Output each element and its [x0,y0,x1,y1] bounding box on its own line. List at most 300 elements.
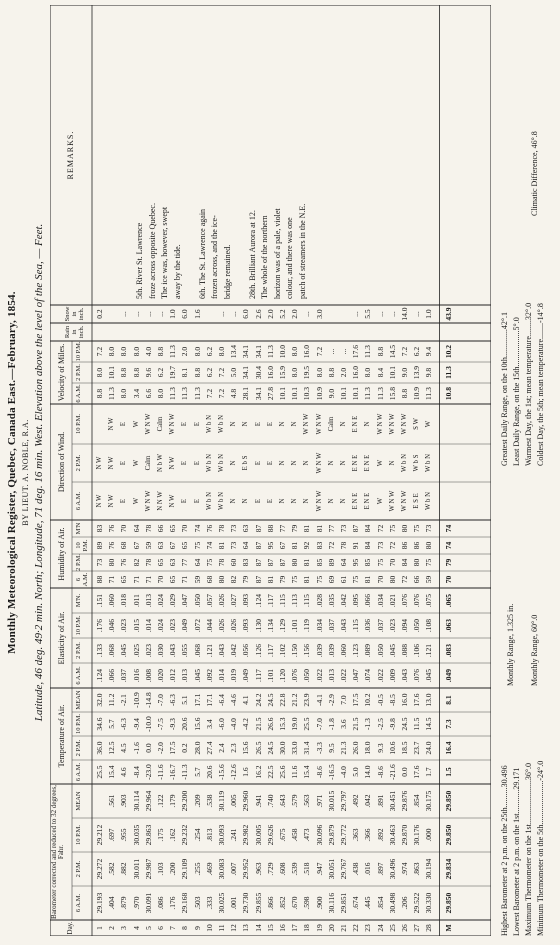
cell-tmean: 5.1 [180,695,190,705]
cell-b6am: 29.522 [412,892,422,914]
cell-d10pm: Calm [327,416,335,432]
cell-t6am: -16.7 [168,764,178,780]
cell-day: 26 [400,924,409,932]
cell-e2pm: .055 [180,643,190,658]
cell-b10pm: 30.005 [253,824,263,846]
cell-humn: 87 [351,524,361,533]
cell-rain [399,323,411,341]
cell-humn: 77 [278,524,287,533]
cell-e2pm: .089 [363,643,373,658]
cell-emn: .028 [314,593,324,608]
cell-d6am: N [279,498,286,504]
cell-hu6am: 75 [314,575,324,584]
cell-v2pm: 19.5 [302,365,312,380]
cell-b2pm: 30.083 [217,858,226,880]
cell-humn: 65 [168,524,178,533]
cell-e2pm: .056 [241,643,251,658]
cell-t2pm: -3.3 [314,742,324,754]
cell-v2pm: 6.2 [204,367,214,378]
cell-d2pm: W b N [205,454,213,472]
cell-snow: ... [412,311,422,317]
cell-t2pm: 27.4 [204,741,214,755]
cell-t10pm: -1.3 [363,718,373,730]
cell-v6am: 15.8 [387,386,397,401]
cell-b10pm: 29.626 [265,824,275,846]
mean-b2pm: 29.834 [443,858,453,880]
subheader-v10pm: 10 P.M. [75,341,82,362]
summary-line: Monthly Range, 60°.0 [530,614,539,686]
cell-b6am: .206 [400,896,409,910]
cell-e2pm: .045 [387,643,397,658]
cell-d2pm: E [193,460,201,466]
cell-d6am: N [230,498,238,504]
cell-e10pm: .014 [143,618,153,633]
cell-d2pm: N [279,460,286,466]
cell-hu2pm: 85 [314,558,324,567]
cell-snow: 1.0 [168,309,178,319]
cell-snow: 1.0 [424,309,434,319]
cell-d10pm: N [291,421,299,427]
subheader-hu10pm: 10 P.M. [75,539,89,552]
cell-emn: .011 [131,594,141,607]
header-elasticity: Elasticity of Air. [57,611,66,665]
subheader-t6am: 6 A.M. [75,762,82,782]
cell-d6am: E [266,498,274,504]
cell-snow: 6.0 [241,309,251,319]
cell-d2pm: E [266,460,274,466]
cell-e10pm: .115 [351,619,361,632]
cell-day: 9 [192,926,202,930]
cell-rain [240,323,252,341]
cell-d2pm: Calm [144,455,152,471]
cell-e10pm: .023 [387,618,397,633]
cell-bmean: 29.876 [400,790,409,812]
subheader-t2pm: 2 P.M. [75,739,82,757]
cell-d6am: W b N [205,492,213,510]
cell-t2pm: 24.5 [265,741,275,755]
cell-snow [204,305,216,323]
cell-hu6am: 71 [180,575,190,584]
cell-e6am: .012 [168,668,178,683]
cell-day: 1 [95,926,104,930]
cell-b2pm: .255 [192,862,202,876]
cell-v10pm: 34.1 [253,344,263,359]
cell-v6am: 34.1 [253,386,263,401]
cell-tmean: 17.5 [351,693,361,707]
cell-e10pm: .129 [278,618,287,633]
cell-d10pm: W [132,420,140,428]
cell-humn: 70 [119,524,129,533]
cell-b10pm: .363 [351,828,361,842]
cell-d6am: N [327,498,335,504]
cell-e6am: .020 [156,668,165,683]
cell-t6am: 0.0 [400,767,409,777]
cell-tmean: -8.5 [387,694,397,706]
cell-v2pm: 10.1 [107,365,117,380]
cell-b2pm: 29.767 [339,858,348,880]
cell-t6am: -11.6 [156,764,165,780]
cell-b6am: .879 [119,896,129,910]
subheader-tmean: MEAN [75,690,82,710]
cell-d6am: W N W [388,490,396,512]
cell-d6am: W N W [315,490,323,512]
cell-hu10pm: 87 [253,541,263,550]
cell-rain [167,323,179,341]
cell-hu6am: 59 [192,575,202,584]
cell-t10pm: 26.6 [265,717,275,731]
cell-e6am: .022 [314,668,324,683]
cell-rain [350,323,362,341]
cell-t10pm: -6.3 [119,718,129,730]
cell-b6am: 30.330 [424,892,434,914]
cell-hu10pm: 74 [204,541,214,550]
cell-hu10pm: 78 [339,541,348,550]
cell-snow [106,305,118,323]
cell-e6am: .124 [95,668,104,683]
cell-b6am: 30.116 [326,892,336,914]
cell-t2pm: -2.0 [156,742,165,754]
cell-hu2pm: 77 [180,558,190,567]
mean-e6am: .049 [443,668,453,683]
subheader-bmean: MEAN [75,791,82,811]
cell-v10pm: 8.0 [107,346,117,357]
cell-hu6am: 71 [143,575,153,584]
cell-v10pm: 8.0 [119,346,129,357]
cell-e10pm: .049 [180,618,190,633]
cell-t2pm: 4.5 [119,743,129,753]
cell-e6am: .049 [241,668,251,683]
cell-v10pm: 7.2 [400,346,409,357]
cell-b10pm: 30.096 [314,824,324,846]
cell-t10pm: 21.5 [253,717,263,731]
cell-hu10pm: 95 [265,541,275,550]
cell-e10pm: .044 [204,618,214,633]
cell-day: 10 [204,924,214,932]
cell-d6am: W N W [144,490,152,512]
cell-rain [375,323,387,341]
cell-t10pm: 25.5 [302,717,312,731]
cell-e10pm: .023 [168,618,178,633]
cell-hu6am: 65 [119,575,129,584]
cell-v10pm: 11.3 [168,345,178,358]
cell-hu2pm: 73 [95,558,104,567]
cell-day: 20 [326,924,336,932]
cell-hu2pm: 87 [253,558,263,567]
cell-d6am: W b N [425,492,433,510]
cell-e10pm: .101 [290,618,300,633]
mean-t2pm: 16.4 [443,741,453,755]
cell-rain [94,323,106,341]
cell-e6am: .076 [412,668,422,683]
cell-snow: ... [375,311,385,317]
cell-v10pm: 6.2 [204,346,214,357]
header-temperature: Temperature of Air. [57,704,66,768]
cell-v10pm: ... [339,348,348,355]
cell-hu10pm: 91 [351,541,361,550]
cell-d10pm: N [340,421,347,427]
cell-t6am: 17.6 [412,765,422,779]
cell-hu6am: 72 [400,575,409,584]
cell-t6am: 22.5 [265,765,275,779]
cell-v10pm: 4.0 [143,346,153,357]
cell-bmean: .903 [119,794,129,808]
cell-d6am: N W [169,494,177,508]
cell-d10pm: S W [413,418,421,430]
cell-v10pm: 8.8 [156,346,165,357]
cell-e10pm: .108 [424,618,434,633]
cell-e6am: .043 [400,668,409,683]
cell-v2pm: 6.2 [156,367,165,378]
cell-emn: .076 [412,593,422,608]
cell-t2pm: 26.5 [253,741,263,755]
cell-v2pm: 16.0 [351,365,361,380]
cell-tmean: 17.1 [192,693,202,707]
cell-hu6am: 81 [302,575,312,584]
cell-rain [192,323,204,341]
cell-e10pm: .093 [241,618,251,633]
cell-d10pm: Calm [157,416,164,432]
cell-e6am: .022 [375,668,385,683]
cell-e10pm: .037 [375,618,385,633]
summary-line: Coldest Day, the 5th; mean temperature........-14°.8 [536,303,545,466]
cell-b2pm: .947 [314,862,324,876]
cell-d2pm: E [254,460,262,466]
cell-bmean: .122 [156,794,165,808]
cell-t10pm: 34.6 [95,717,104,731]
cell-e6am: .120 [278,668,287,683]
monthly-summary [495,5,555,936]
cell-t6am: 5.0 [351,767,361,777]
cell-hu10pm: 80 [424,541,434,550]
cell-tmean: -6.3 [168,694,178,706]
cell-b10pm: .162 [168,828,178,842]
cell-day: 6 [156,926,165,930]
cell-t6am: 15.4 [302,765,312,779]
cell-tmean: 10.2 [363,693,373,707]
cell-emn: .029 [168,593,178,608]
cell-t10pm: 21.5 [351,717,361,731]
cell-rain [204,323,216,341]
cell-v2pm: 16.0 [265,365,275,380]
cell-b2pm: 29.987 [143,858,153,880]
remark-line: frozen across, and the ice- [210,215,219,299]
subheader-d6am: 6 A.M. [75,491,82,511]
cell-e2pm: .025 [131,643,141,658]
cell-v10pm: 13.4 [229,344,239,359]
cell-e2pm: .042 [229,643,239,658]
cell-t10pm: 19.0 [290,717,300,731]
cell-v10pm: 11.3 [363,345,373,358]
subheader-e2pm: 2 P.M. [75,642,82,659]
cell-d2pm: E [120,460,128,466]
cell-b10pm: 29.772 [339,824,348,846]
cell-b2pm: 30.496 [387,858,397,880]
cell-snow: ... [229,311,239,317]
cell-rain [301,323,313,341]
mean-t6am: 1.5 [443,767,453,777]
cell-hu6am: 59 [424,575,434,584]
cell-hu6am: 71 [107,575,117,584]
cell-d2pm: N [230,460,238,466]
cell-v6am: 11.3 [180,387,190,400]
cell-b6am: .852 [278,896,287,910]
cell-e10pm: .050 [412,618,422,633]
summary-line: Lowest Barometer at 2 p.m. on the 1st............29.171 [512,767,521,936]
cell-bmean: .579 [290,794,300,808]
register-table [50,5,491,936]
subheader-e6am: 6 A.M. [75,666,82,685]
cell-tmean: 4.1 [241,695,251,705]
cell-tmean: 11.2 [107,693,117,707]
cell-v2pm: 2.0 [339,367,348,378]
cell-t10pm: -4.0 [229,718,239,730]
cell-d6am: N [242,498,250,504]
cell-tmean: -0.5 [375,694,385,706]
cell-hu6am: 80 [217,575,226,584]
cell-d2pm: E b S [242,455,250,471]
mean-rain [443,323,455,341]
cell-hu2pm: 64 [192,558,202,567]
cell-v6am: 11.3 [192,387,202,400]
cell-d6am: N [303,498,311,504]
cell-v2pm: 19.7 [168,365,178,380]
mean-v6am: 10.8 [443,386,453,401]
cell-b10pm: 30.463 [387,824,397,846]
cell-b2pm: .438 [351,862,361,876]
cell-v2pm: 8.4 [375,367,385,378]
cell-humn: 66 [156,524,165,533]
cell-hu10pm: 72 [387,541,397,550]
cell-b2pm: .608 [278,862,287,876]
cell-day: 25 [387,924,397,932]
cell-v6am: 27.8 [265,386,275,401]
cell-bmean: .538 [204,794,214,808]
cell-b6am: 29.168 [180,892,190,914]
cell-hu2pm: 82 [131,558,141,567]
summary-line: Minimum Thermometer on the 5th......................-24°.0 [536,760,545,936]
cell-rain [289,323,301,341]
cell-hu10pm: 86 [400,541,409,550]
cell-tmean: 24.5 [265,693,275,707]
cell-day: 28 [424,924,434,932]
cell-hu10pm: 86 [412,541,422,550]
cell-t10pm: -1.8 [326,718,336,730]
cell-rain [143,323,155,341]
cell-hu10pm: 89 [95,541,104,550]
header-humidity: Humidity of Air. [57,527,66,581]
cell-hu10pm: 81 [217,541,226,550]
cell-hu6am: 79 [278,575,287,584]
cell-t6am: -16.5 [326,764,336,780]
cell-b2pm: .539 [290,862,300,876]
cell-bmean: 30.114 [131,790,141,812]
cell-snow: 3.0 [314,309,324,319]
cell-b6am: .503 [192,896,202,910]
cell-day: 7 [168,926,178,930]
cell-humn: 83 [95,524,104,533]
cell-hu2pm: 80 [412,558,422,567]
summary-line: Warmest Day, the 1st; mean temperature........32°.0 [524,302,533,466]
cell-v2pm: 34.1 [241,365,251,380]
cell-emn: .151 [95,593,104,608]
cell-humn: 79 [290,524,300,533]
cell-e10pm: .130 [253,618,263,633]
cell-hu2pm: 75 [375,558,385,567]
cell-hu10pm: 83 [314,541,324,550]
cell-hu2pm: 80 [107,558,117,567]
cell-v2pm: 15.9 [278,365,287,380]
cell-v6am: 10.1 [351,386,361,401]
cell-v2pm: 9.6 [143,367,153,378]
cell-hu2pm: 60 [229,558,239,567]
cell-bmean: 29.200 [180,790,190,812]
cell-b2pm: .882 [119,862,129,876]
cell-rain [253,323,265,341]
mean-tmean: 8.1 [443,695,453,705]
cell-tmean: -4.6 [229,694,239,706]
cell-humn: 81 [314,524,324,533]
cell-v10pm: 8.0 [192,346,202,357]
cell-hu6am: 65 [168,575,178,584]
cell-v6am: 8.0 [119,388,129,399]
cell-humn: 73 [424,524,434,533]
cell-v2pm: 8.8 [131,367,141,378]
cell-v2pm: 9.8 [424,367,434,378]
cell-e10pm: .015 [131,618,141,633]
cell-humn: 81 [302,524,312,533]
cell-hu6am: 71 [131,575,141,584]
cell-e2pm: .121 [204,643,214,658]
cell-snow: 1.6 [192,309,202,319]
cell-b10pm: 30.176 [412,824,422,846]
cell-e2pm: .088 [400,643,409,658]
cell-hu6am: 75 [290,575,300,584]
cell-t6am: -4.0 [339,766,348,778]
cell-b2pm: 29.109 [180,858,190,880]
cell-e2pm: .123 [351,643,361,658]
cell-humn: 76 [204,524,214,533]
cell-hu10pm: 73 [229,541,239,550]
cell-b6am: 30.498 [387,892,397,914]
cell-b10pm: .955 [119,828,129,842]
cell-snow: 0.2 [95,309,104,319]
cell-emn: .124 [253,593,263,608]
cell-b2pm: .974 [400,862,409,876]
cell-hu10pm: 59 [143,541,153,550]
cell-e6am: .074 [363,668,373,683]
cell-hu2pm: 75 [204,558,214,567]
cell-b10pm: 29.879 [326,824,336,846]
cell-b10pm: 29.212 [95,824,104,846]
cell-humn: 70 [180,524,190,533]
cell-e10pm: .026 [229,618,239,633]
cell-b2pm: .200 [168,862,178,876]
cell-v10pm: 34.1 [241,344,251,359]
cell-humn: 77 [326,524,336,533]
cell-humn: 84 [363,524,373,533]
header-remarks: REMARKS. [66,130,75,180]
cell-hu2pm: 84 [400,558,409,567]
cell-e10pm: .046 [107,618,117,633]
cell-hu6am: 87 [253,575,263,584]
cell-b10pm: 30.093 [217,824,226,846]
cell-hu6am: 80 [387,575,397,584]
subheader-hu6am: 6 A.M. [75,572,89,587]
cell-v10pm: 8.8 [375,346,385,357]
cell-snow: ... [217,311,226,317]
cell-hu10pm: 75 [192,541,202,550]
cell-t6am: 20.6 [204,765,214,779]
